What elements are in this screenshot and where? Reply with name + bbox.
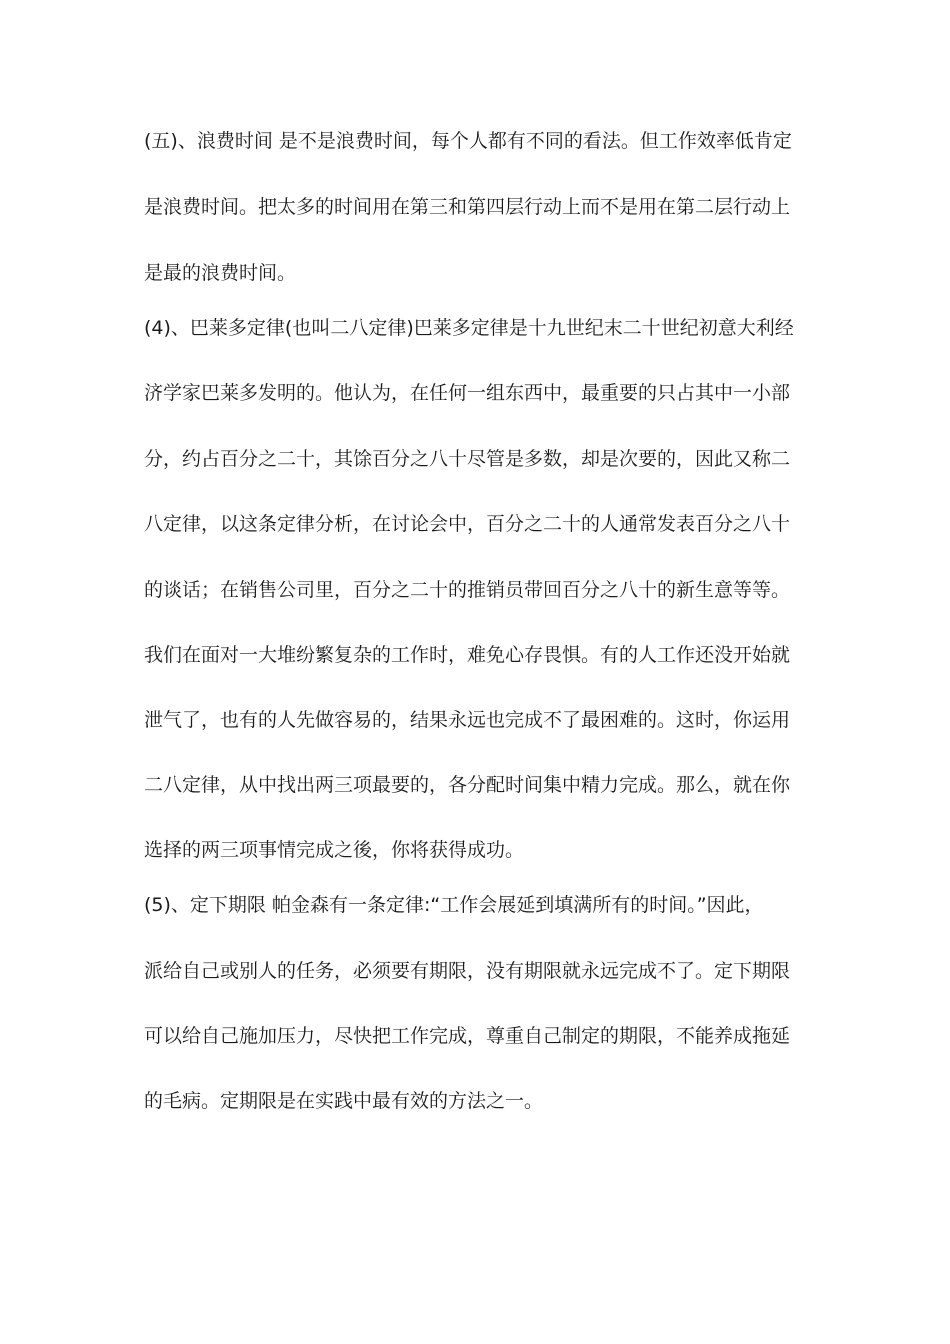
text-line: 八定律，以这条定律分析，在讨论会中，百分之二十的人通常发表百分之八十 (144, 513, 791, 535)
text-line: 我们在面对一大堆纷繁复杂的工作时，难免心存畏惧。有的人工作还没开始就 (144, 644, 791, 666)
text-line: (五)、浪费时间 是不是浪费时间，每个人都有不同的看法。但工作效率低肯定 (144, 130, 792, 152)
text-line: 的毛病。定期限是在实践中最有效的方法之一。 (144, 1090, 544, 1112)
text-line: 济学家巴莱多发明的。他认为，在任何一组东西中，最重要的只占其中一小部 (144, 382, 791, 404)
text-line: (5)、定下期限 帕金森有一条定律:“工作会展延到填满所有的时间。”因此， (144, 894, 764, 916)
text-line: 选择的两三项事情完成之後，你将获得成功。 (144, 839, 525, 861)
text-line: 的谈话；在销售公司里，百分之二十的推销员带回百分之八十的新生意等等。 (144, 579, 791, 601)
text-line: 泄气了，也有的人先做容易的，结果永远也完成不了最困难的。这时，你运用 (144, 709, 791, 731)
text-line: (4)、巴莱多定律(也叫二八定律)巴莱多定律是十九世纪末二十世纪初意大利经 (144, 317, 794, 339)
text-line: 二八定律，从中找出两三项最要的，各分配时间集中精力完成。那么，就在你 (144, 774, 791, 796)
text-line: 派给自己或别人的任务，必须要有期限，没有期限就永远完成不了。定下期限 (144, 960, 791, 982)
text-line: 是浪费时间。把太多的时间用在第三和第四层行动上而不是用在第二层行动上 (144, 196, 791, 218)
text-line: 分，约占百分之二十，其馀百分之八十尽管是多数，却是次要的，因此又称二 (144, 448, 791, 470)
text-line: 是最的浪费时间。 (144, 262, 297, 284)
text-line: 可以给自己施加压力，尽快把工作完成，尊重自己制定的期限，不能养成拖延 (144, 1025, 791, 1047)
